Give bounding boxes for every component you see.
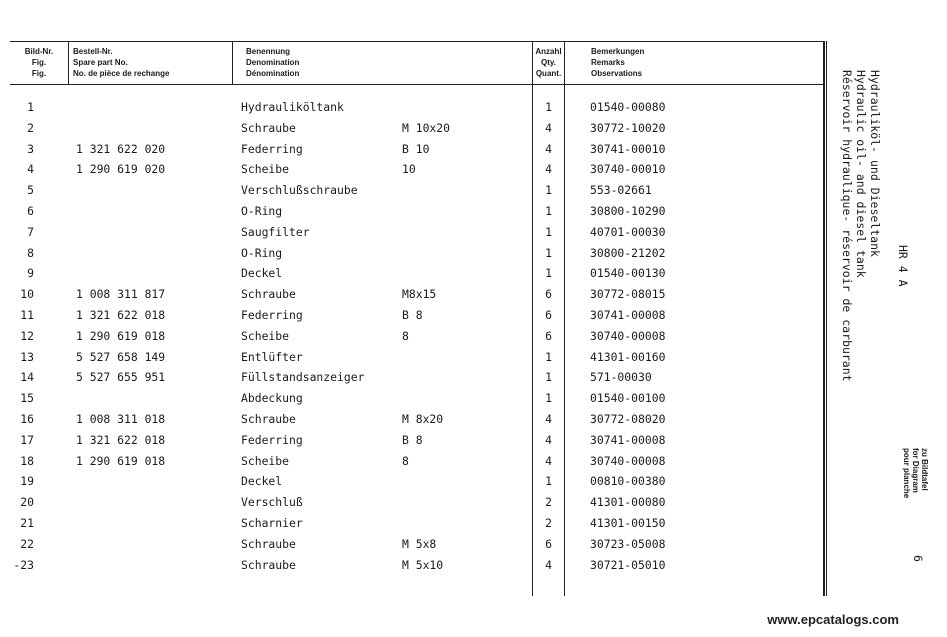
cell-fig: 14 <box>20 370 34 385</box>
header-remarks-en: Remarks <box>591 58 625 67</box>
side-code-text: HR 4 A <box>896 245 910 287</box>
header-spare-en: Spare part No. <box>73 58 128 67</box>
footer-watermark: www.epcatalogs.com <box>767 612 899 627</box>
cell-spare: 1 321 622 018 <box>76 432 166 447</box>
cell-qty: 6 <box>545 287 552 302</box>
cell-remark: 30772-10020 <box>590 120 666 135</box>
cell-desc: Scheibe <box>241 162 290 177</box>
header-qty-de: Anzahl <box>535 47 562 56</box>
side-title-fr: Réservoir hydraulique- réservoir de carburant <box>840 70 854 382</box>
cell-remark: 01540-00130 <box>590 266 666 281</box>
cell-qty: 4 <box>545 412 552 426</box>
header-fig-fr: Fig. <box>31 69 47 78</box>
cell-qty: 4 <box>545 141 552 156</box>
cell-desc: Schraube <box>241 412 296 426</box>
header-qty-en: Qty. <box>541 58 556 67</box>
header-top-rule <box>10 41 823 42</box>
cell-qty: 1 <box>545 266 552 281</box>
cell-qty: 4 <box>545 162 552 177</box>
cell-fig: -23 <box>13 557 34 572</box>
cell-desc: Federring <box>241 141 303 156</box>
cell-desc: Füllstandsanzeiger <box>241 370 365 385</box>
cell-desc: Verschlußschraube <box>241 183 358 198</box>
side-title-en: Hydraulic oil- and diesel tank <box>854 70 868 278</box>
cell-qty: 1 <box>545 204 552 218</box>
cell-spare: 1 008 311 018 <box>76 412 166 426</box>
cell-desc: Schraube <box>241 120 296 135</box>
cell-fig: 4 <box>27 162 34 177</box>
header-desc-fr: Dénomination <box>246 69 300 78</box>
column-divider-qty <box>564 41 565 596</box>
cell-spec: M 8x20 <box>402 412 444 426</box>
cell-remark: 553-02661 <box>590 183 652 198</box>
cell-fig: 15 <box>20 391 34 406</box>
cell-fig: 9 <box>27 266 34 281</box>
cell-remark: 30740-00008 <box>590 328 666 343</box>
cell-spec: 8 <box>402 328 409 343</box>
cell-qty: 2 <box>545 495 552 510</box>
cell-desc: Saugfilter <box>241 224 310 239</box>
cell-desc: Federring <box>241 308 303 322</box>
cell-desc: Entlüfter <box>241 349 303 364</box>
diagram-label-fr: pour planche <box>902 448 911 499</box>
cell-fig: 18 <box>20 453 34 468</box>
cell-spare: 1 008 311 817 <box>76 287 166 302</box>
side-title <box>840 70 882 382</box>
cell-qty: 4 <box>545 557 552 572</box>
cell-qty: 4 <box>545 432 552 447</box>
cell-remark: 30740-00008 <box>590 453 666 468</box>
cell-fig: 21 <box>20 516 34 530</box>
cell-fig: 22 <box>20 536 34 551</box>
cell-remark: 30772-08015 <box>590 287 666 302</box>
cell-spec: M 10x20 <box>402 120 451 135</box>
cell-fig: 6 <box>27 204 34 218</box>
cell-fig: 3 <box>27 141 34 156</box>
header-qty-fr: Quant. <box>535 69 562 78</box>
header-fig-en: Fig. <box>31 58 47 67</box>
cell-desc: Deckel <box>241 266 283 281</box>
cell-remark: 30741-00008 <box>590 432 666 447</box>
cell-fig: 16 <box>20 412 34 426</box>
cell-remark: 00810-00380 <box>590 474 666 489</box>
cell-desc: Scheibe <box>241 328 290 343</box>
cell-desc: O-Ring <box>241 245 283 260</box>
column-divider-spare <box>232 41 233 85</box>
cell-fig: 13 <box>20 349 34 364</box>
cell-fig: 10 <box>20 287 34 302</box>
cell-desc: Schraube <box>241 536 296 551</box>
cell-remark: 30800-21202 <box>590 245 666 260</box>
cell-desc: Abdeckung <box>241 391 303 406</box>
cell-remark: 30740-00010 <box>590 162 666 177</box>
cell-spare: 5 527 655 951 <box>76 370 166 385</box>
cell-remark: 571-00030 <box>590 370 652 385</box>
cell-spec: M 5x8 <box>402 536 437 551</box>
header-remarks-de: Bemerkungen <box>591 47 645 56</box>
header-spare-fr: No. de pièce de rechange <box>73 69 170 78</box>
cell-spec: B 8 <box>402 432 423 447</box>
cell-qty: 1 <box>545 183 552 198</box>
cell-remark: 30723-05008 <box>590 536 666 551</box>
side-title-de: Hydrauliköl- und Dieseltank <box>868 70 882 257</box>
cell-remark: 30772-08020 <box>590 412 666 426</box>
cell-remark: 30741-00008 <box>590 308 666 322</box>
cell-qty: 1 <box>545 391 552 406</box>
header-fig <box>12 46 66 79</box>
column-divider-side-inner <box>826 41 827 596</box>
diagram-label-de: zu Bildtafel <box>920 448 929 491</box>
cell-qty: 1 <box>545 245 552 260</box>
cell-spec: M8x15 <box>402 287 437 302</box>
cell-fig: 7 <box>27 224 34 239</box>
column-divider-side <box>823 41 825 596</box>
cell-qty: 2 <box>545 516 552 530</box>
cell-fig: 12 <box>20 328 34 343</box>
cell-spec: B 10 <box>402 141 430 156</box>
header-qty <box>533 46 564 79</box>
cell-spare: 1 321 622 018 <box>76 308 166 322</box>
side-code <box>896 245 910 287</box>
cell-spare: 1 290 619 018 <box>76 453 166 468</box>
cell-spare: 1 321 622 020 <box>76 141 166 156</box>
header-remarks <box>591 46 644 79</box>
header-bottom-rule <box>10 84 823 85</box>
cell-qty: 1 <box>545 349 552 364</box>
diagram-label <box>902 448 929 498</box>
cell-desc: Scharnier <box>241 516 303 530</box>
header-spare <box>73 46 169 79</box>
cell-remark: 30741-00010 <box>590 141 666 156</box>
cell-desc: Verschluß <box>241 495 303 510</box>
cell-qty: 1 <box>545 370 552 385</box>
cell-spare: 1 290 619 020 <box>76 162 166 177</box>
cell-spec: B 8 <box>402 308 423 322</box>
cell-qty: 4 <box>545 120 552 135</box>
cell-fig: 17 <box>20 432 34 447</box>
cell-remark: 30721-05010 <box>590 557 666 572</box>
cell-remark: 01540-00100 <box>590 391 666 406</box>
cell-spec: 10 <box>402 162 416 177</box>
cell-qty: 6 <box>545 308 552 322</box>
cell-qty: 1 <box>545 224 552 239</box>
cell-desc: Federring <box>241 432 303 447</box>
cell-fig: 11 <box>20 308 34 322</box>
cell-fig: 5 <box>27 183 34 198</box>
cell-desc: O-Ring <box>241 204 283 218</box>
cell-remark: 30800-10290 <box>590 204 666 218</box>
cell-fig: 8 <box>27 245 34 260</box>
cell-desc: Hydrauliköltank <box>241 100 344 114</box>
cell-remark: 40701-00030 <box>590 224 666 239</box>
cell-fig: 19 <box>20 474 34 489</box>
header-remarks-fr: Observations <box>591 69 643 78</box>
cell-spec: M 5x10 <box>402 557 444 572</box>
cell-fig: 1 <box>27 100 34 114</box>
page-number <box>911 555 925 562</box>
cell-spare: 1 290 619 018 <box>76 328 166 343</box>
cell-remark: 01540-00080 <box>590 100 666 114</box>
column-divider-fig <box>68 41 69 85</box>
cell-remark: 41301-00160 <box>590 349 666 364</box>
cell-desc: Scheibe <box>241 453 290 468</box>
cell-desc: Schraube <box>241 557 296 572</box>
cell-remark: 41301-00080 <box>590 495 666 510</box>
cell-qty: 1 <box>545 474 552 489</box>
cell-qty: 6 <box>545 536 552 551</box>
cell-remark: 41301-00150 <box>590 516 666 530</box>
header-desc <box>246 46 299 79</box>
cell-spec: 8 <box>402 453 409 468</box>
cell-desc: Schraube <box>241 287 296 302</box>
cell-desc: Deckel <box>241 474 283 489</box>
cell-spare: 5 527 658 149 <box>76 349 166 364</box>
cell-qty: 4 <box>545 453 552 468</box>
header-desc-en: Denomination <box>246 58 300 67</box>
cell-qty: 1 <box>545 100 552 114</box>
diagram-label-en: for Diagram <box>911 448 920 493</box>
cell-fig: 20 <box>20 495 34 510</box>
header-spare-de: Bestell-Nr. <box>73 47 113 56</box>
header-desc-de: Benennung <box>246 47 290 56</box>
page-number-text: 6 <box>911 555 925 562</box>
cell-qty: 6 <box>545 328 552 343</box>
cell-fig: 2 <box>27 120 34 135</box>
header-fig-de: Bild-Nr. <box>24 47 54 56</box>
